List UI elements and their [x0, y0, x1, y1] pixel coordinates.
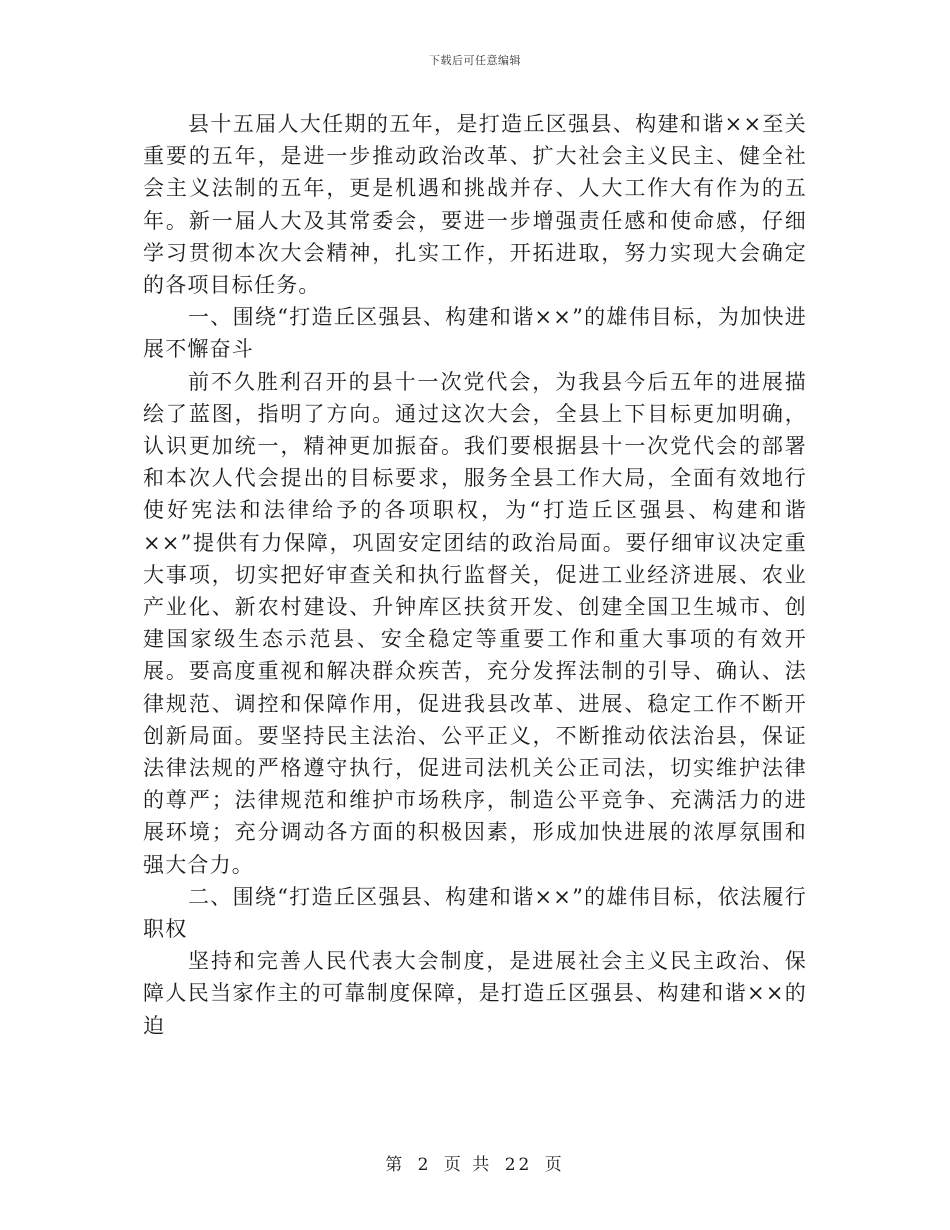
paragraph-section-1: 前不久胜利召开的县十一次党代会，为我县今后五年的进展描绘了蓝图，指明了方向。通过这次大会，全县上下目标更加明确，认识更加统一，精神更加振奋。我们要根据县十一次党代会的部署和本次人代会提出的目标要求，服务全县工作大局，全面有效地行使好宪法和法律给予的各项职权，为“打造丘区强县、构建和谐××”提供有力保障，巩固安定团结的政治局面。要仔细审议决定重大事项，切实把好审查关和执行监督关，促进工业经济进展、农业产业化、新农村建设、升钟库区扶贫开发、创建全国卫生城市、创建国家级生态示范县、安全稳定等重要工作和重大事项的有效开展。要高度重视和解决群众疾苦，充分发挥法制的引导、确认、法律规范、调控和保障作用，促进我县改革、进展、稳定工作不断开创新局面。要坚持民主法治、公平正义，不断推动依法治县，保证法律法规的严格遵守执行，促进司法机关公正司法，切实维护法律的尊严；法律规范和维护市场秩序，制造公平竞争、充满活力的进展环境；充分调动各方面的积极因素，形成加快进展的浓厚氛围和强大合力。	[143, 369, 807, 877]
section-heading-2: 二、围绕“打造丘区强县、构建和谐××”的雄伟目标，依法履行职权	[143, 884, 807, 942]
paragraph-section-2: 坚持和完善人民代表大会制度，是进展社会主义民主政治、保障人民当家作主的可靠制度保障，是打造丘区强县、构建和谐××的迫	[143, 949, 807, 1038]
page-footer	[0, 1150, 950, 1175]
document-body	[143, 108, 807, 1042]
footer-suffix: 页	[544, 1155, 565, 1175]
section-heading-1: 一、围绕“打造丘区强县、构建和谐××”的雄伟目标，为加快进展不懈奋斗	[143, 305, 807, 362]
footer-prefix: 第	[385, 1155, 406, 1175]
page-header: 下载后可任意编辑	[429, 54, 521, 67]
current-page-number: 2	[417, 1155, 432, 1175]
paragraph-intro: 县十五届人大任期的五年，是打造丘区强县、构建和谐××至关重要的五年，是进一步推动政治改革、扩大社会主义民主、健全社会主义法制的五年，更是机遇和挑战并存、人大工作大有作为的五年。新一届人大及其常委会，要进一步增强责任感和使命感，仔细学习贯彻本次大会精神，扎实工作，开拓进取，努力实现大会确定的各项目标任务。	[143, 112, 807, 298]
total-pages-number: 22	[504, 1155, 533, 1175]
footer-middle: 页 共	[443, 1155, 493, 1175]
